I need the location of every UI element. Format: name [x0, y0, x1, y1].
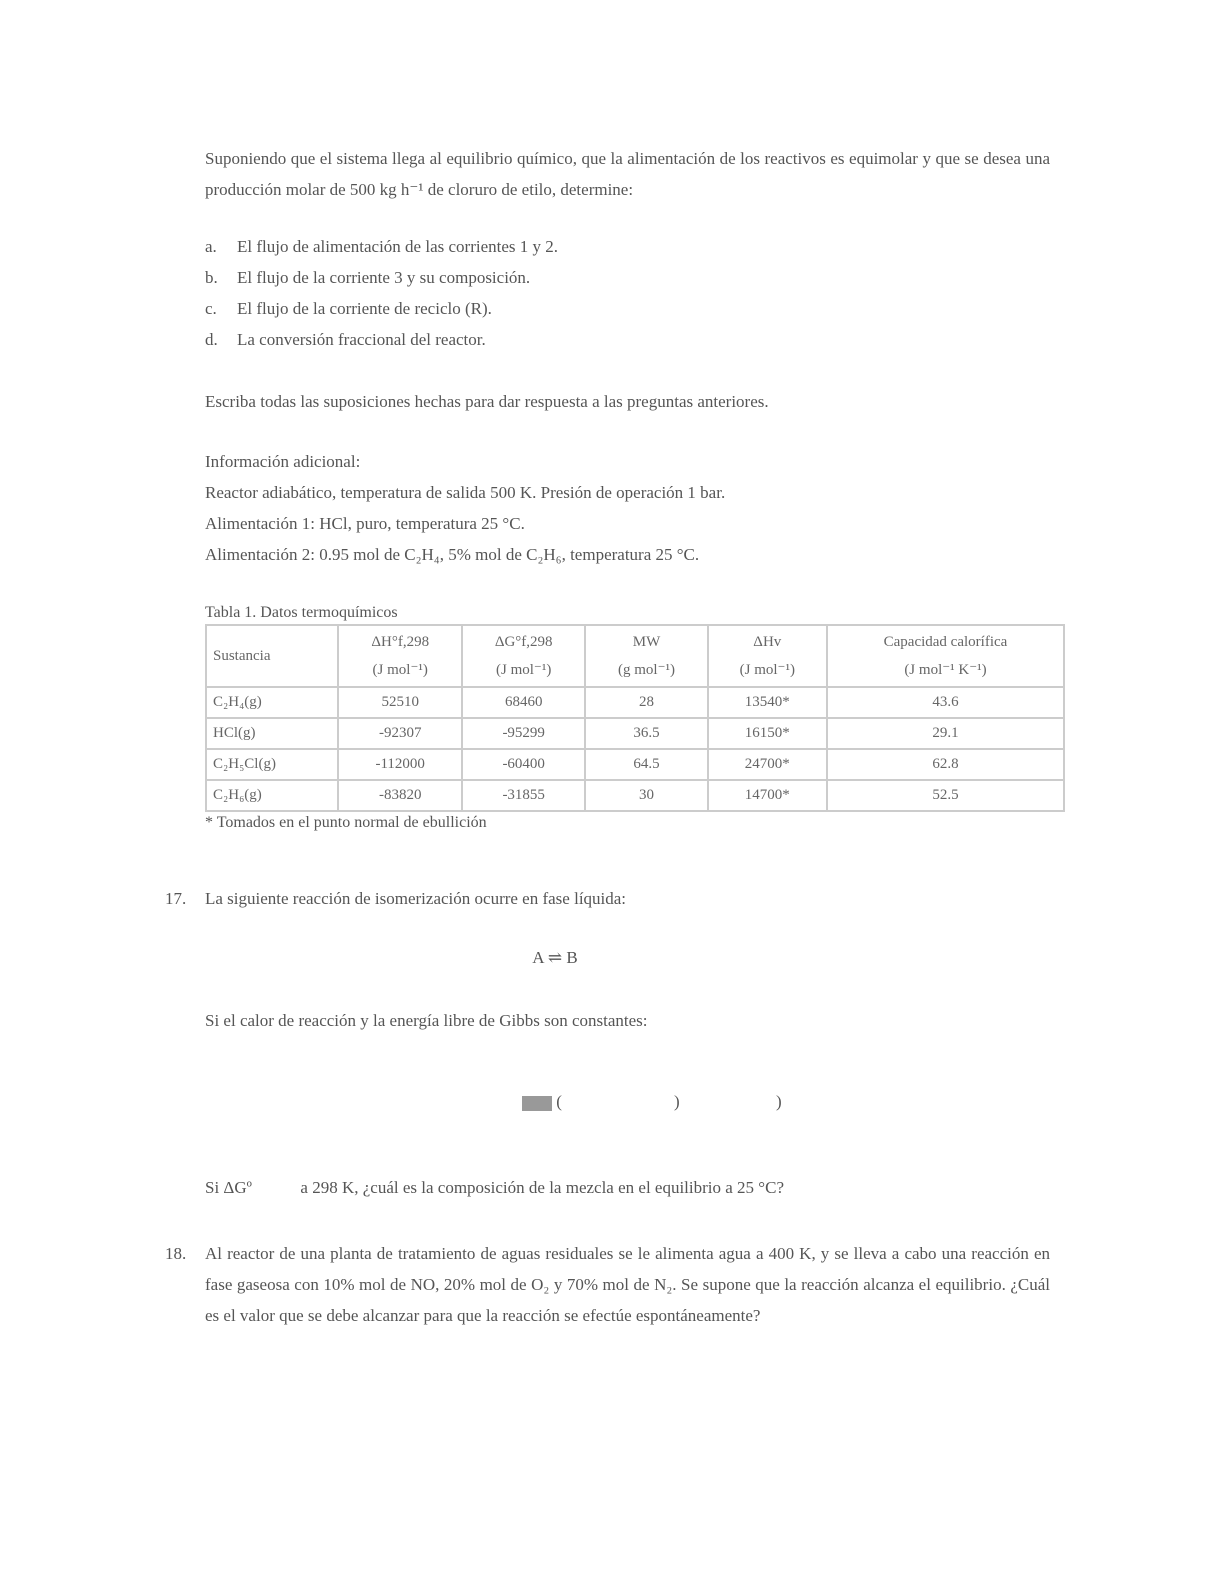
question-text: Al reactor de una planta de tratamiento de aguas residuales se le alimenta agua a 400 K, y se lleva a cabo una reacción en fase gaseosa con 10% mol de NO, 20% mol de O₂ y 70% mol de N₂. Se supone que la reacción alcanza el equilibrio. ¿Cuál es el valor que se debe alcanzar para que la reacción se efectúe espontáneamente? — [205, 1244, 1050, 1325]
table-cell: 30 — [585, 780, 707, 811]
question-17-answer — [205, 1172, 1050, 1203]
table-header-row — [206, 625, 1064, 687]
formula-mid: ( — [556, 1092, 562, 1111]
question-17-condition — [205, 1005, 1050, 1036]
info-line: Reactor adiabático, temperatura de salida 500 K. Presión de operación 1 bar. — [205, 483, 726, 502]
header-cell: ΔH°f,298 (J mol⁻¹) — [338, 625, 461, 687]
table-cell: -92307 — [338, 718, 461, 749]
list-item: c. El flujo de la corriente de reciclo (R). — [205, 299, 492, 318]
table-row — [206, 780, 1064, 811]
question-number: 18. — [165, 1244, 187, 1263]
table-cell: 68460 — [462, 687, 585, 718]
table-row — [206, 749, 1064, 780]
answer-text: a 298 K, ¿cuál es la composición de la mezcla en el equilibrio a 25 °C? — [300, 1178, 784, 1197]
table-cell: 52510 — [338, 687, 461, 718]
header-cell: MW (g mol⁻¹) — [585, 625, 707, 687]
question-number: 17. — [165, 889, 187, 908]
table-cell: 29.1 — [827, 718, 1064, 749]
hint-paragraph: Escriba todas las suposiciones hechas para dar respuesta a las preguntas anteriores. — [205, 392, 769, 411]
table-cell: -95299 — [462, 718, 585, 749]
header-cell: Sustancia — [206, 625, 338, 687]
table-cell: -83820 — [338, 780, 461, 811]
table-cell: 16150* — [708, 718, 827, 749]
intro-paragraph: Suponiendo que el sistema llega al equilibrio químico, que la alimentación de los reactivos es equimolar y que se desea una producción molar de 500 kg h⁻¹ de cloruro de etilo, determine: — [205, 149, 1050, 199]
table-cell: 24700* — [708, 749, 827, 780]
table-cell: 36.5 — [585, 718, 707, 749]
question-18 — [205, 1238, 1050, 1331]
table-cell: -112000 — [338, 749, 461, 780]
answer-prefix: Si ΔGº — [205, 1178, 252, 1197]
formula-right: ) — [674, 1092, 680, 1111]
formula-end: ) — [776, 1092, 782, 1111]
table-cell: 13540* — [708, 687, 827, 718]
hint-block — [205, 386, 1050, 417]
table-cell: 64.5 — [585, 749, 707, 780]
table-cell: C₂H₄(g) — [206, 687, 338, 718]
list-item: d. La conversión fraccional del reactor. — [205, 330, 486, 349]
table-note: * Tomados en el punto normal de ebullición — [205, 814, 487, 831]
reaction-equation: A ⇌ B — [532, 948, 578, 967]
table-row — [206, 687, 1064, 718]
table-cell: 52.5 — [827, 780, 1064, 811]
question-list — [205, 231, 1050, 355]
info-line: Alimentación 1: HCl, puro, temperatura 25 °C. — [205, 514, 525, 533]
table-cell: 62.8 — [827, 749, 1064, 780]
header-cell: ΔG°f,298 (J mol⁻¹) — [462, 625, 585, 687]
formula-row — [522, 1090, 802, 1114]
table-cell: 43.6 — [827, 687, 1064, 718]
table-block — [205, 602, 1075, 834]
info-title: Información adicional: — [205, 452, 361, 471]
thermo-table — [205, 624, 1065, 812]
info-line: Alimentación 2: 0.95 mol de C₂H₄, 5% mol de C₂H₆, temperatura 25 °C. — [205, 545, 700, 564]
table-cell: C₂H₅Cl(g) — [206, 749, 338, 780]
question-text: Si el calor de reacción y la energía libre de Gibbs son constantes: — [205, 1011, 648, 1030]
list-item: b. El flujo de la corriente 3 y su composición. — [205, 268, 531, 287]
table-cell: -60400 — [462, 749, 585, 780]
question-17 — [205, 883, 1050, 914]
table-cell: -31855 — [462, 780, 585, 811]
header-cell: ΔHv (J mol⁻¹) — [708, 625, 827, 687]
formula-image — [522, 1096, 552, 1111]
list-item: a. El flujo de alimentación de las corrientes 1 y 2. — [205, 237, 559, 256]
additional-info — [205, 446, 1050, 570]
intro-block — [205, 143, 1050, 205]
table-cell: 28 — [585, 687, 707, 718]
table-caption: Tabla 1. Datos termoquímicos — [205, 604, 398, 621]
header-cell: Capacidad calorífica (J mol⁻¹ K⁻¹) — [827, 625, 1064, 687]
table-cell: 14700* — [708, 780, 827, 811]
table-row — [206, 718, 1064, 749]
question-text: La siguiente reacción de isomerización ocurre en fase líquida: — [205, 889, 627, 908]
table-cell: C₂H₆(g) — [206, 780, 338, 811]
table-cell: HCl(g) — [206, 718, 338, 749]
